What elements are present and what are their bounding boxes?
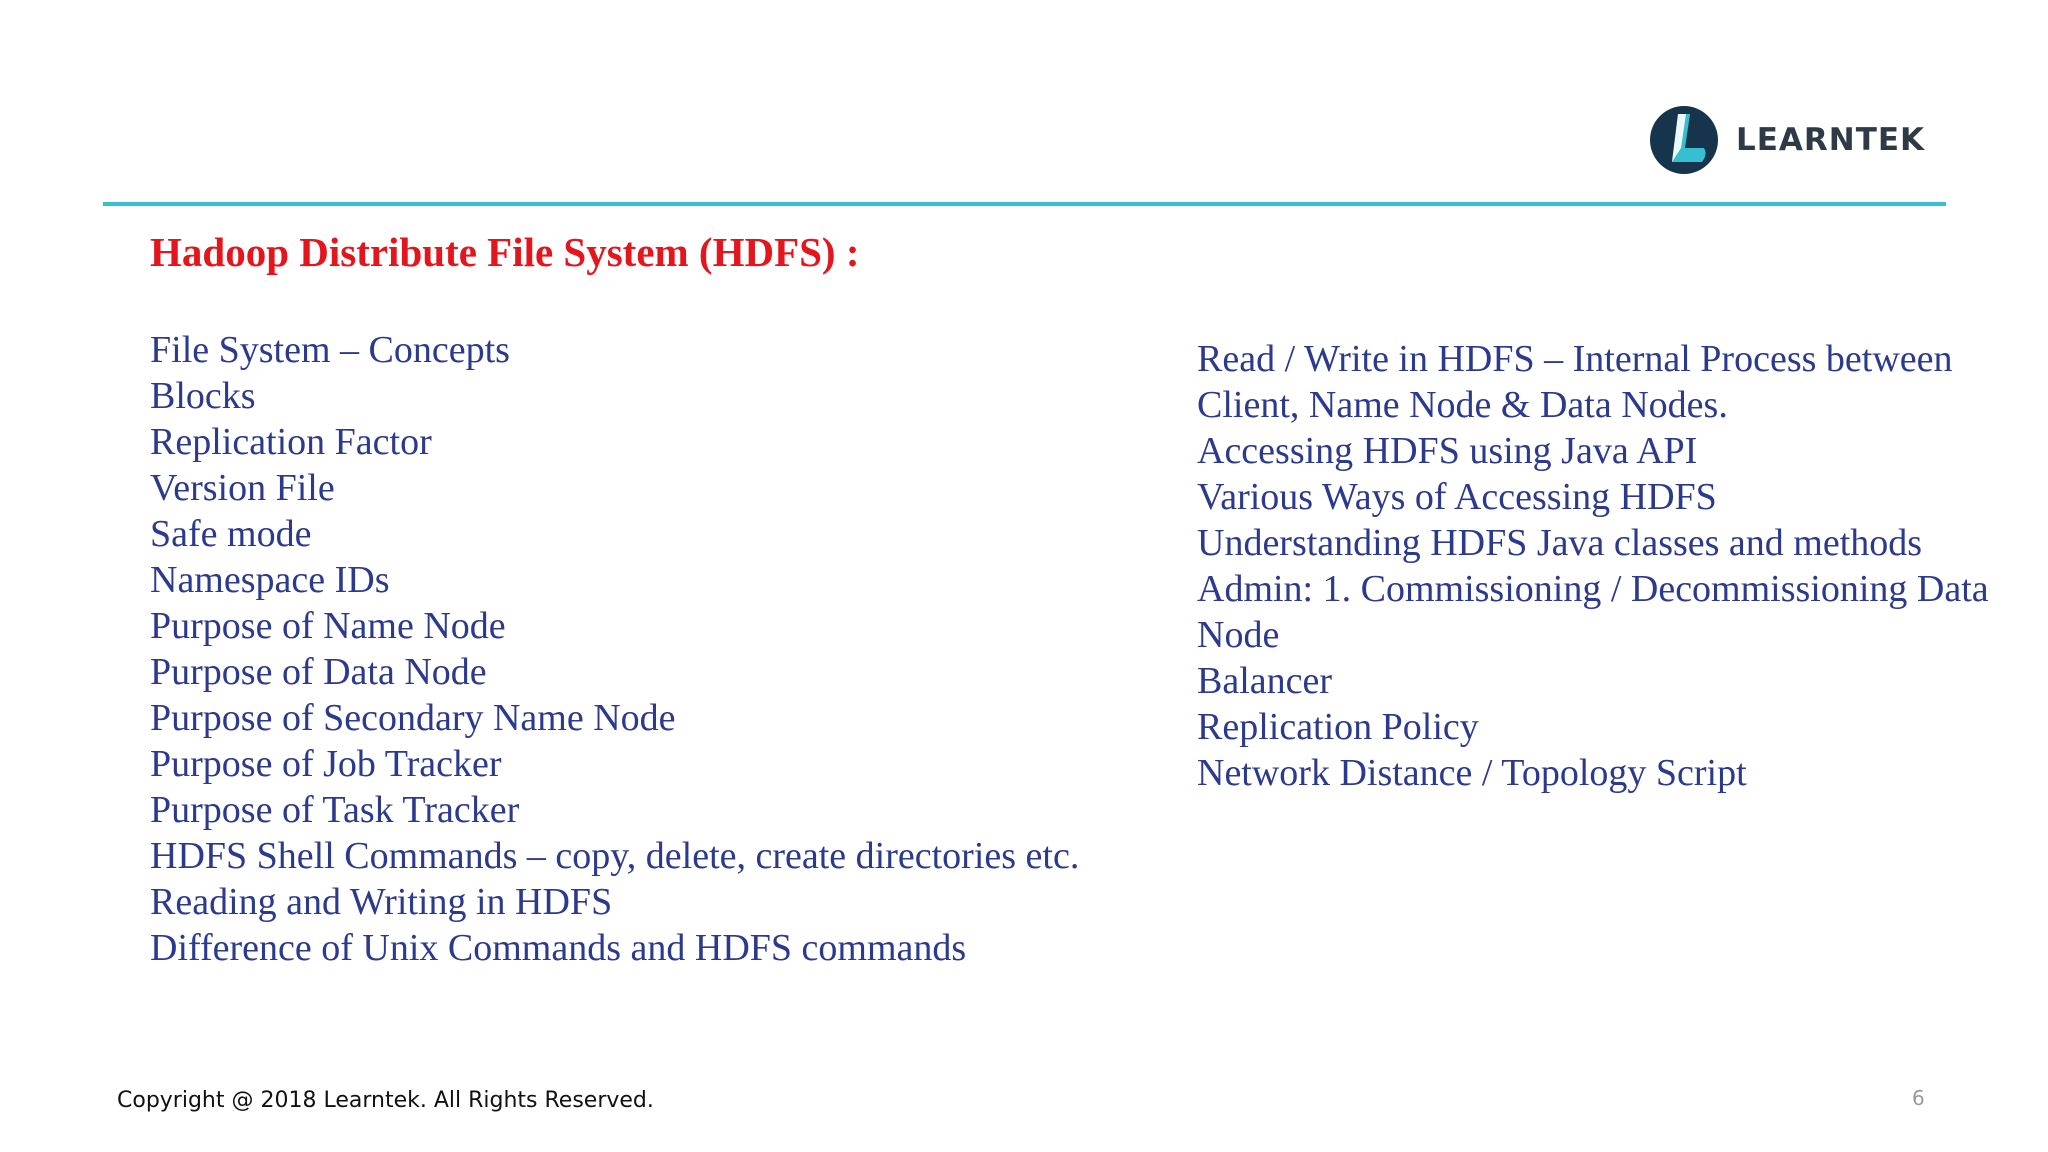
topic-item: Difference of Unix Commands and HDFS commands <box>150 927 967 969</box>
topic-item: Purpose of Secondary Name Node <box>150 697 676 739</box>
topic-item: Reading and Writing in HDFS <box>150 881 613 923</box>
left-topic-list <box>150 327 1079 971</box>
topic-item: Replication Factor <box>150 421 432 463</box>
topic-item: Replication Policy <box>1197 706 1479 748</box>
copyright-notice: Copyright @ 2018 Learntek. All Rights Reserved. <box>117 1088 654 1113</box>
topic-item: Node <box>1197 614 1280 656</box>
topic-item: Client, Name Node & Data Nodes. <box>1197 384 1728 426</box>
topic-item: Version File <box>150 467 335 509</box>
topic-item: Various Ways of Accessing HDFS <box>1197 476 1717 518</box>
topic-item: Purpose of Task Tracker <box>150 789 520 831</box>
topic-item: Understanding HDFS Java classes and methods <box>1197 522 1923 564</box>
logo-wordmark: LEARNTEK <box>1736 122 1926 158</box>
topic-item: Purpose of Job Tracker <box>150 743 502 785</box>
slide-title: Hadoop Distribute File System (HDFS) : <box>150 229 860 275</box>
topic-item: Network Distance / Topology Script <box>1197 752 1747 794</box>
topic-item: Purpose of Data Node <box>150 651 487 693</box>
page-number: 6 <box>1912 1086 1925 1110</box>
topic-item: Blocks <box>150 375 256 417</box>
topic-item: HDFS Shell Commands – copy, delete, create directories etc. <box>150 835 1080 877</box>
header-divider <box>103 202 1946 206</box>
topic-item: Balancer <box>1197 660 1333 702</box>
topic-item: File System – Concepts <box>150 329 510 371</box>
topic-item: Safe mode <box>150 513 312 555</box>
learntek-logo <box>1648 102 1925 178</box>
learntek-logo-icon <box>1648 104 1720 176</box>
topic-item: Namespace IDs <box>150 559 390 601</box>
topic-item: Read / Write in HDFS – Internal Process between <box>1197 338 1953 380</box>
topic-item: Accessing HDFS using Java API <box>1197 430 1698 472</box>
topic-item: Admin: 1. Commissioning / Decommissioning Data <box>1197 568 1989 610</box>
right-topic-list <box>1197 336 1989 796</box>
topic-item: Purpose of Name Node <box>150 605 506 647</box>
